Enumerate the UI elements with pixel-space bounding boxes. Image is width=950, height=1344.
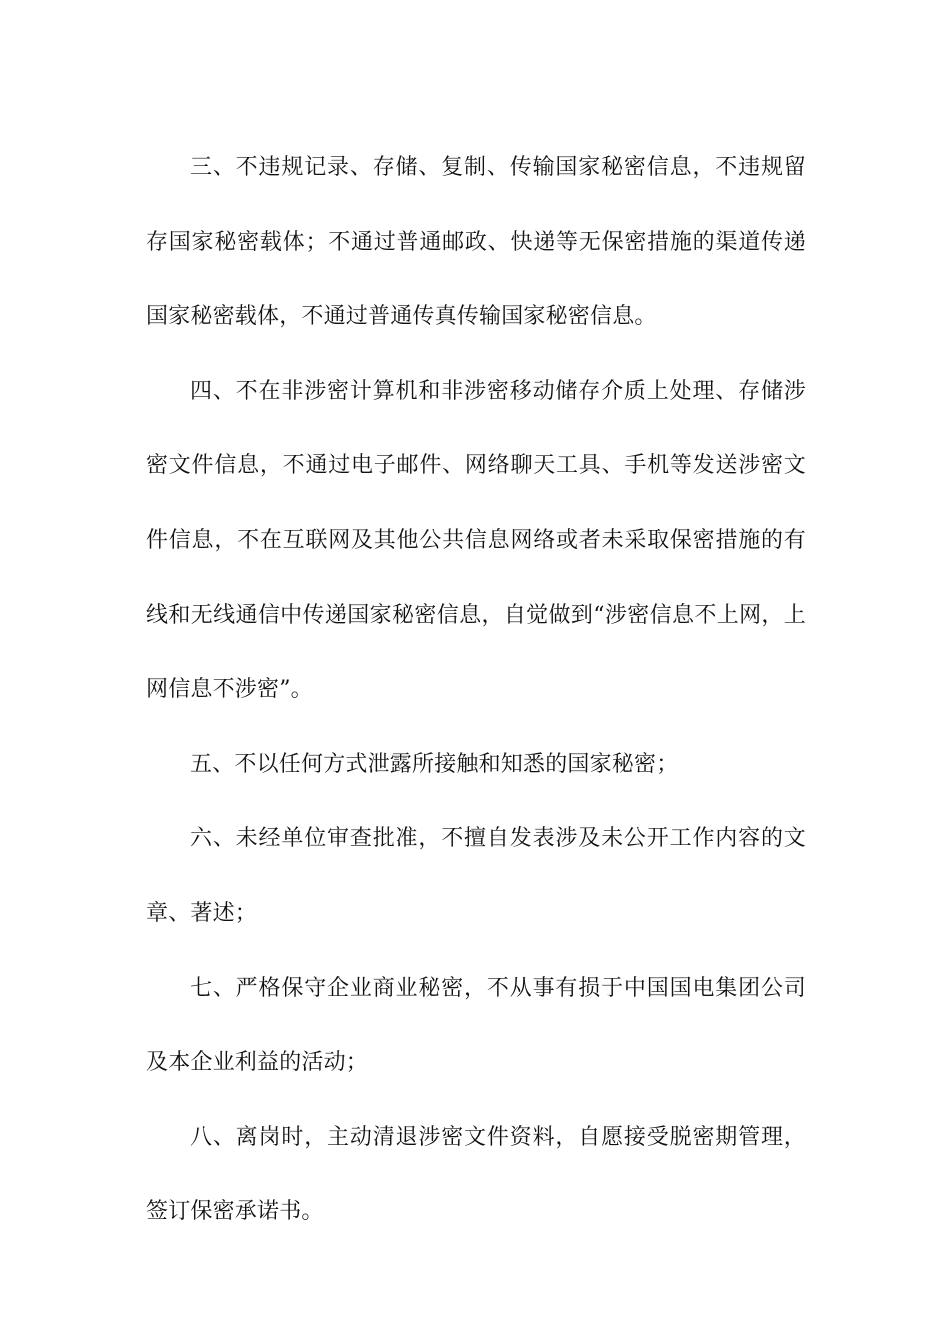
paragraph-item-3: 三、不违规记录、存储、复制、传输国家秘密信息，不违规留存国家秘密载体；不通过普通邮政、快递等无保密措施的渠道传递国家秘密载体，不通过普通传真传输国家秘密信息。 xyxy=(146,155,806,330)
document-body xyxy=(146,131,806,1250)
paragraph-item-5: 五、不以任何方式泄露所接触和知悉的国家秘密； xyxy=(190,751,679,777)
paragraph-item-6: 六、未经单位审查批准，不擅自发表涉及未公开工作内容的文章、著述； xyxy=(146,826,806,926)
paragraph-item-4: 四、不在非涉密计算机和非涉密移动储存介质上处理、存储涉密文件信息，不通过电子邮件、网络聊天工具、手机等发送涉密文件信息，不在互联网及其他公共信息网络或者未采取保密措施的有线和无线通信中传递国家秘密信息，自觉做到“涉密信息不上网，上网信息不涉密”。 xyxy=(146,378,806,703)
paragraph-item-7: 七、严格保守企业商业秘密，不从事有损于中国国电集团公司及本企业利益的活动； xyxy=(146,975,806,1076)
paragraph-item-8: 八、离岗时，主动清退涉密文件资料，自愿接受脱密期管理，签订保密承诺书。 xyxy=(146,1124,806,1225)
